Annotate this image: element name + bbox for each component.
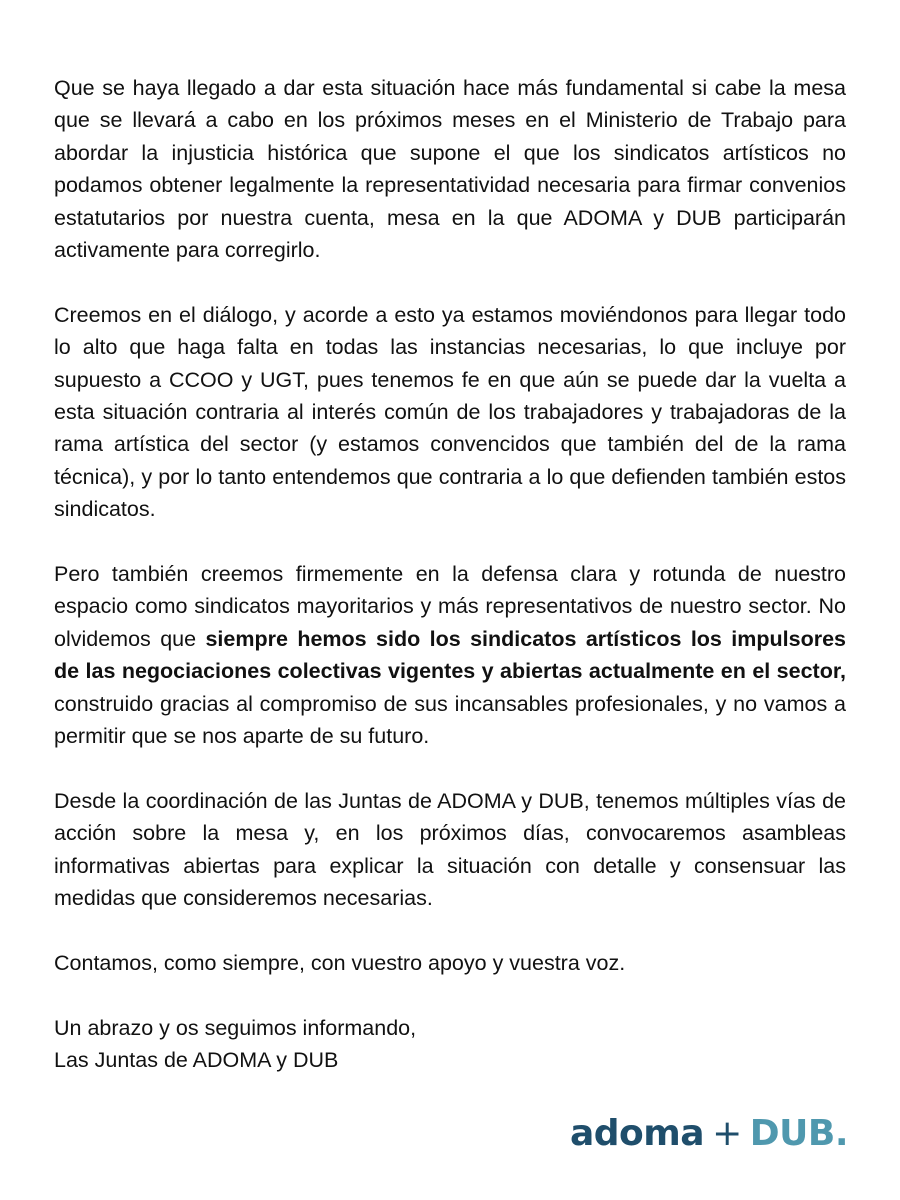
logo-adoma: adoma: [569, 1113, 705, 1154]
paragraph-defensa-intro: Pero también creemos firmemente en la defensa clara y rotunda de nuestro espacio como sindicatos mayoritarios y más representativos de nuestro sector. No olvidemos que: [54, 562, 846, 651]
closing-greeting: Un abrazo y os seguimos informando,: [54, 1015, 417, 1040]
paragraph-dialogo: Creemos en el diálogo, y acorde a esto ya estamos moviéndonos para llegar todo lo alto que haga falta en todas las instancias necesarias, lo que incluye por supuesto a CCOO y UGT, pues tenemos fe en que aún se puede dar la vuelta a esta situación contraria al interés común de los trabajadores y trabajadoras de la rama artística del sector (y estamos convencidos que también del de la rama técnica), y por lo tanto entendemos que contraria a lo que defienden también estos sindicatos.: [54, 302, 846, 522]
paragraph-apoyo: Contamos, como siempre, con vuestro apoyo y vuestra voz.: [54, 950, 626, 975]
adoma-dub-logo: [569, 1113, 848, 1154]
logo-dub: DUB.: [749, 1113, 848, 1154]
paragraph-defensa-bold: siempre hemos sido los sindicatos artísticos los impulsores de las negociaciones colectivas vigentes y abiertas actualmente en el sector,: [54, 626, 846, 684]
paragraph-coordinacion: Desde la coordinación de las Juntas de ADOMA y DUB, tenemos múltiples vías de acción sobre la mesa y, en los próximos días, convocaremos asambleas informativas abiertas para explicar la situación con detalle y consensuar las medidas que consideremos necesarias.: [54, 788, 846, 911]
paragraph-defensa-end: construido gracias al compromiso de sus incansables profesionales, y no vamos a permitir que se nos aparte de su futuro.: [54, 691, 846, 749]
closing-signature: Las Juntas de ADOMA y DUB: [54, 1048, 339, 1073]
paragraph-defensa: [54, 558, 846, 752]
paragraph-mesa-ministerio: Que se haya llegado a dar esta situación hace más fundamental si cabe la mesa que se llevará a cabo en los próximos meses en el Ministerio de Trabajo para abordar la injusticia histórica que supone el que los sindicatos artísticos no podamos obtener legalmente la representatividad necesaria para firmar convenios estatutarios por nuestra cuenta, mesa en la que ADOMA y DUB participarán activamente para corregirlo.: [54, 76, 846, 263]
logo-plus: +: [712, 1113, 742, 1154]
